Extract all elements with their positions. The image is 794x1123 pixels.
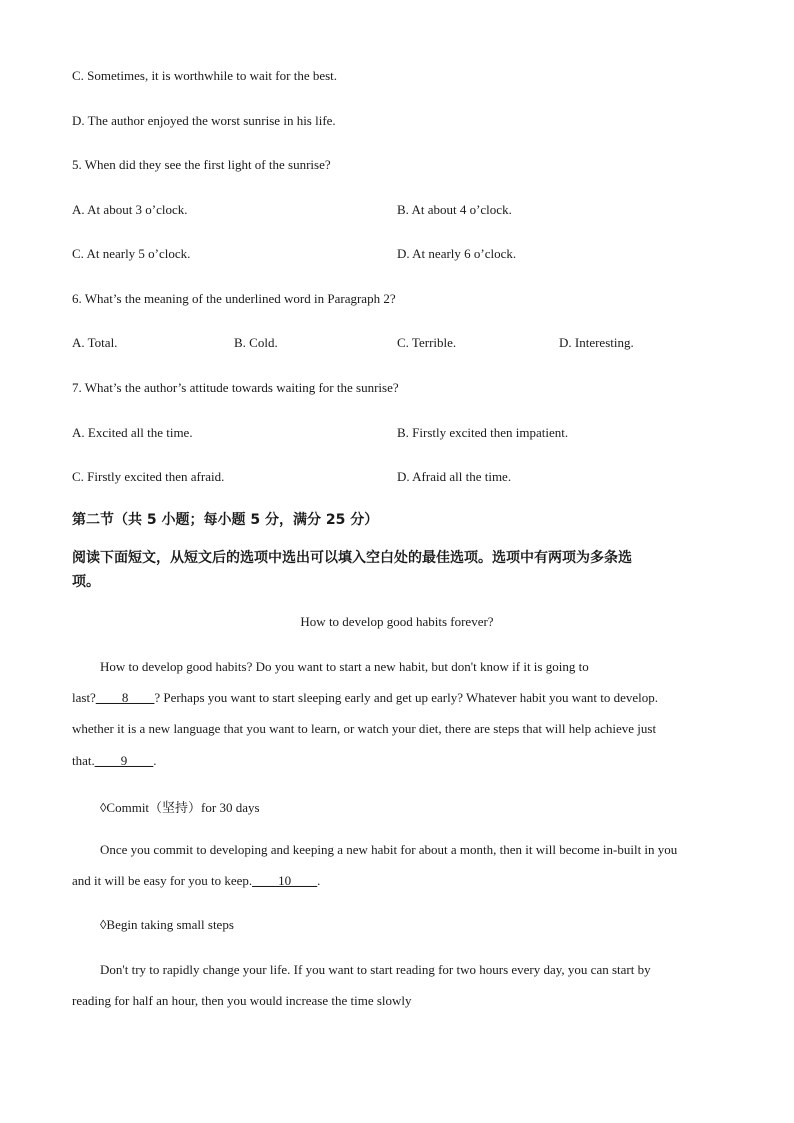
q7-stem: 7. What’s the author’s attitude towards waiting for the sunrise? xyxy=(72,380,399,395)
section-instruction-line1: 阅读下面短文，从短文后的选项中选出可以填入空白处的最佳选项。选项中有两项为多条选 xyxy=(72,550,632,566)
blank-10: ____10____ xyxy=(252,873,318,888)
q6-option-b: B. Cold. xyxy=(234,335,278,350)
paragraph1-line4 xyxy=(72,753,157,769)
paragraph3-line1: Don't try to rapidly change your life. If you want to start reading for two hours every day, you can start by xyxy=(100,962,651,977)
paragraph1-line3: whether it is a new language that you want to learn, or watch your diet, there are steps that will help achieve just xyxy=(72,721,657,736)
heading-commit: ◊Commit（坚持）for 30 days xyxy=(100,800,260,815)
q6-option-c: C. Terrible. xyxy=(397,335,457,350)
q7-option-a: A. Excited all the time. xyxy=(72,425,193,440)
blank-9: ____9____ xyxy=(94,753,154,768)
q6-option-d: D. Interesting. xyxy=(559,335,634,350)
q4-option-d: D. The author enjoyed the worst sunrise in his life. xyxy=(72,113,336,128)
heading-small-steps: ◊Begin taking small steps xyxy=(100,917,234,932)
paragraph2-line2-start: and it will be easy for you to keep. xyxy=(72,873,253,888)
paragraph1-line2 xyxy=(72,690,658,706)
section-header: 第二节（共 5 小题；每小题 5 分，满分 25 分） xyxy=(72,512,379,528)
paragraph1-line1: How to develop good habits? Do you want to start a new habit, but don't know if it is going to xyxy=(100,659,589,674)
q5-option-b: B. At about 4 o’clock. xyxy=(397,202,512,217)
paragraph1-line2-end: ? Perhaps you want to start sleeping early and get up early? Whatever habit you want to develop. xyxy=(154,690,659,705)
section-instruction-line2: 项。 xyxy=(72,574,100,590)
paragraph3-line2: reading for half an hour, then you would increase the time slowly xyxy=(72,993,412,1008)
q5-option-a: A. At about 3 o’clock. xyxy=(72,202,188,217)
paragraph2-line1: Once you commit to developing and keeping a new habit for about a month, then it will become in-built in you xyxy=(100,842,678,857)
q6-stem: 6. What’s the meaning of the underlined word in Paragraph 2? xyxy=(72,291,396,306)
q4-option-c: C. Sometimes, it is worthwhile to wait for the best. xyxy=(72,68,338,83)
paragraph1-line4-start: that. xyxy=(72,753,95,768)
q7-option-b: B. Firstly excited then impatient. xyxy=(397,425,569,440)
paragraph1-line4-end: . xyxy=(153,753,157,768)
paragraph1-line2-start: last? xyxy=(72,690,96,705)
paragraph2-line2-end: . xyxy=(317,873,321,888)
paragraph2-line2 xyxy=(72,873,320,889)
blank-8: ____8____ xyxy=(95,690,155,705)
q7-option-c: C. Firstly excited then afraid. xyxy=(72,469,225,484)
q7-option-d: D. Afraid all the time. xyxy=(397,469,512,484)
q6-option-a: A. Total. xyxy=(72,335,118,350)
q5-option-d: D. At nearly 6 o’clock. xyxy=(397,246,517,261)
passage-title: How to develop good habits forever? xyxy=(300,614,494,629)
q5-stem: 5. When did they see the first light of the sunrise? xyxy=(72,157,331,172)
q5-option-c: C. At nearly 5 o’clock. xyxy=(72,246,191,261)
